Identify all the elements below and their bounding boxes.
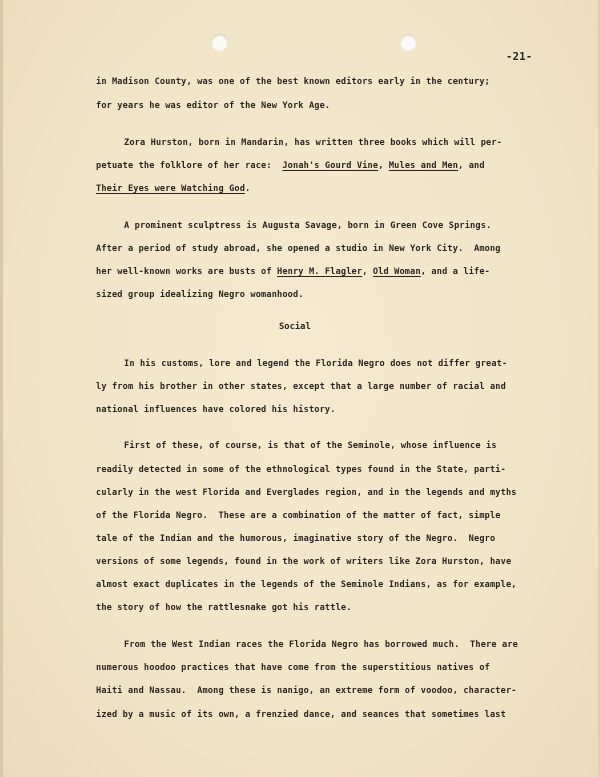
page-number: -21- <box>506 51 533 63</box>
punch-hole-left <box>211 34 228 51</box>
p5-line-6: versions of some legends, found in the work of writers like Zora Hurston, have <box>96 557 512 567</box>
p6-line-4: ized by a music of its own, a frenzied dance, and seances that sometimes last <box>96 710 506 720</box>
p3-line-3-text: her well-known works are busts of <box>96 267 278 277</box>
punch-hole-right <box>400 34 417 51</box>
work-title-henry-m-flagler: Henry M. Flagler <box>277 267 363 277</box>
p2-line-3 <box>96 184 250 194</box>
p2-line-2 <box>96 161 485 171</box>
p5-line-3: cularly in the west Florida and Everglades region, and in the legends and myths <box>96 488 517 498</box>
book-title-their-eyes-were-watching-god: Their Eyes were Watching God <box>96 184 246 194</box>
p5-line-2: readily detected in some of the ethnological types found in the State, parti- <box>96 465 506 475</box>
p3-separator-1: , <box>362 267 373 277</box>
p1-line-2: for years he was editor of the New York Age. <box>96 101 331 111</box>
p6-line-2: numerous hoodoo practices that have come from the superstitious natives of <box>96 663 490 673</box>
p4-line-2: ly from his brother in other states, except that a large number of racial and <box>96 382 506 392</box>
p3-line-3 <box>96 267 490 277</box>
book-title-jonahs-gourd-vine: Jonah's Gourd Vine <box>282 161 379 171</box>
p5-line-4: of the Florida Negro. These are a combination of the matter of fact, simple <box>96 511 501 521</box>
p4-line-3: national influences have colored his history. <box>96 405 336 415</box>
p2-separator-1: , <box>378 161 389 171</box>
p2-separator-2: , and <box>458 161 485 171</box>
p3-line-1: A prominent sculptress is Augusta Savage, born in Green Cove Springs. <box>124 221 492 231</box>
p2-end: . <box>245 184 251 194</box>
p5-line-8: the story of how the rattlesnake got his rattle. <box>96 603 352 613</box>
p5-line-7: almost exact duplicates in the legends of the Seminole Indians, as for example, <box>96 580 517 590</box>
p6-line-3: Haiti and Nassau. Among these is nanigo, an extreme form of voodoo, character- <box>96 686 517 696</box>
book-title-mules-and-men: Mules and Men <box>388 161 459 171</box>
section-heading-social: Social <box>279 322 311 332</box>
p6-line-1: From the West Indian races the Florida Negro has borrowed much. There are <box>124 640 518 650</box>
p2-line-2-text: petuate the folklore of her race: <box>96 161 283 171</box>
p5-line-1: First of these, of course, is that of the Seminole, whose influence is <box>124 441 497 451</box>
work-title-old-woman: Old Woman <box>372 267 421 277</box>
p2-line-1: Zora Hurston, born in Mandarin, has written three books which will per- <box>124 138 502 148</box>
p5-line-5: tale of the Indian and the humorous, imaginative story of the Negro. Negro <box>96 534 496 544</box>
p1-line-1: in Madison County, was one of the best known editors early in the century; <box>96 77 490 87</box>
p3-line-4: sized group idealizing Negro womanhood. <box>96 290 304 300</box>
p3-line-2: After a period of study abroad, she opened a studio in New York City. Among <box>96 244 501 254</box>
p3-line-3-end: , and a life- <box>420 267 490 277</box>
p4-line-1: In his customs, lore and legend the Florida Negro does not differ great- <box>124 359 508 369</box>
